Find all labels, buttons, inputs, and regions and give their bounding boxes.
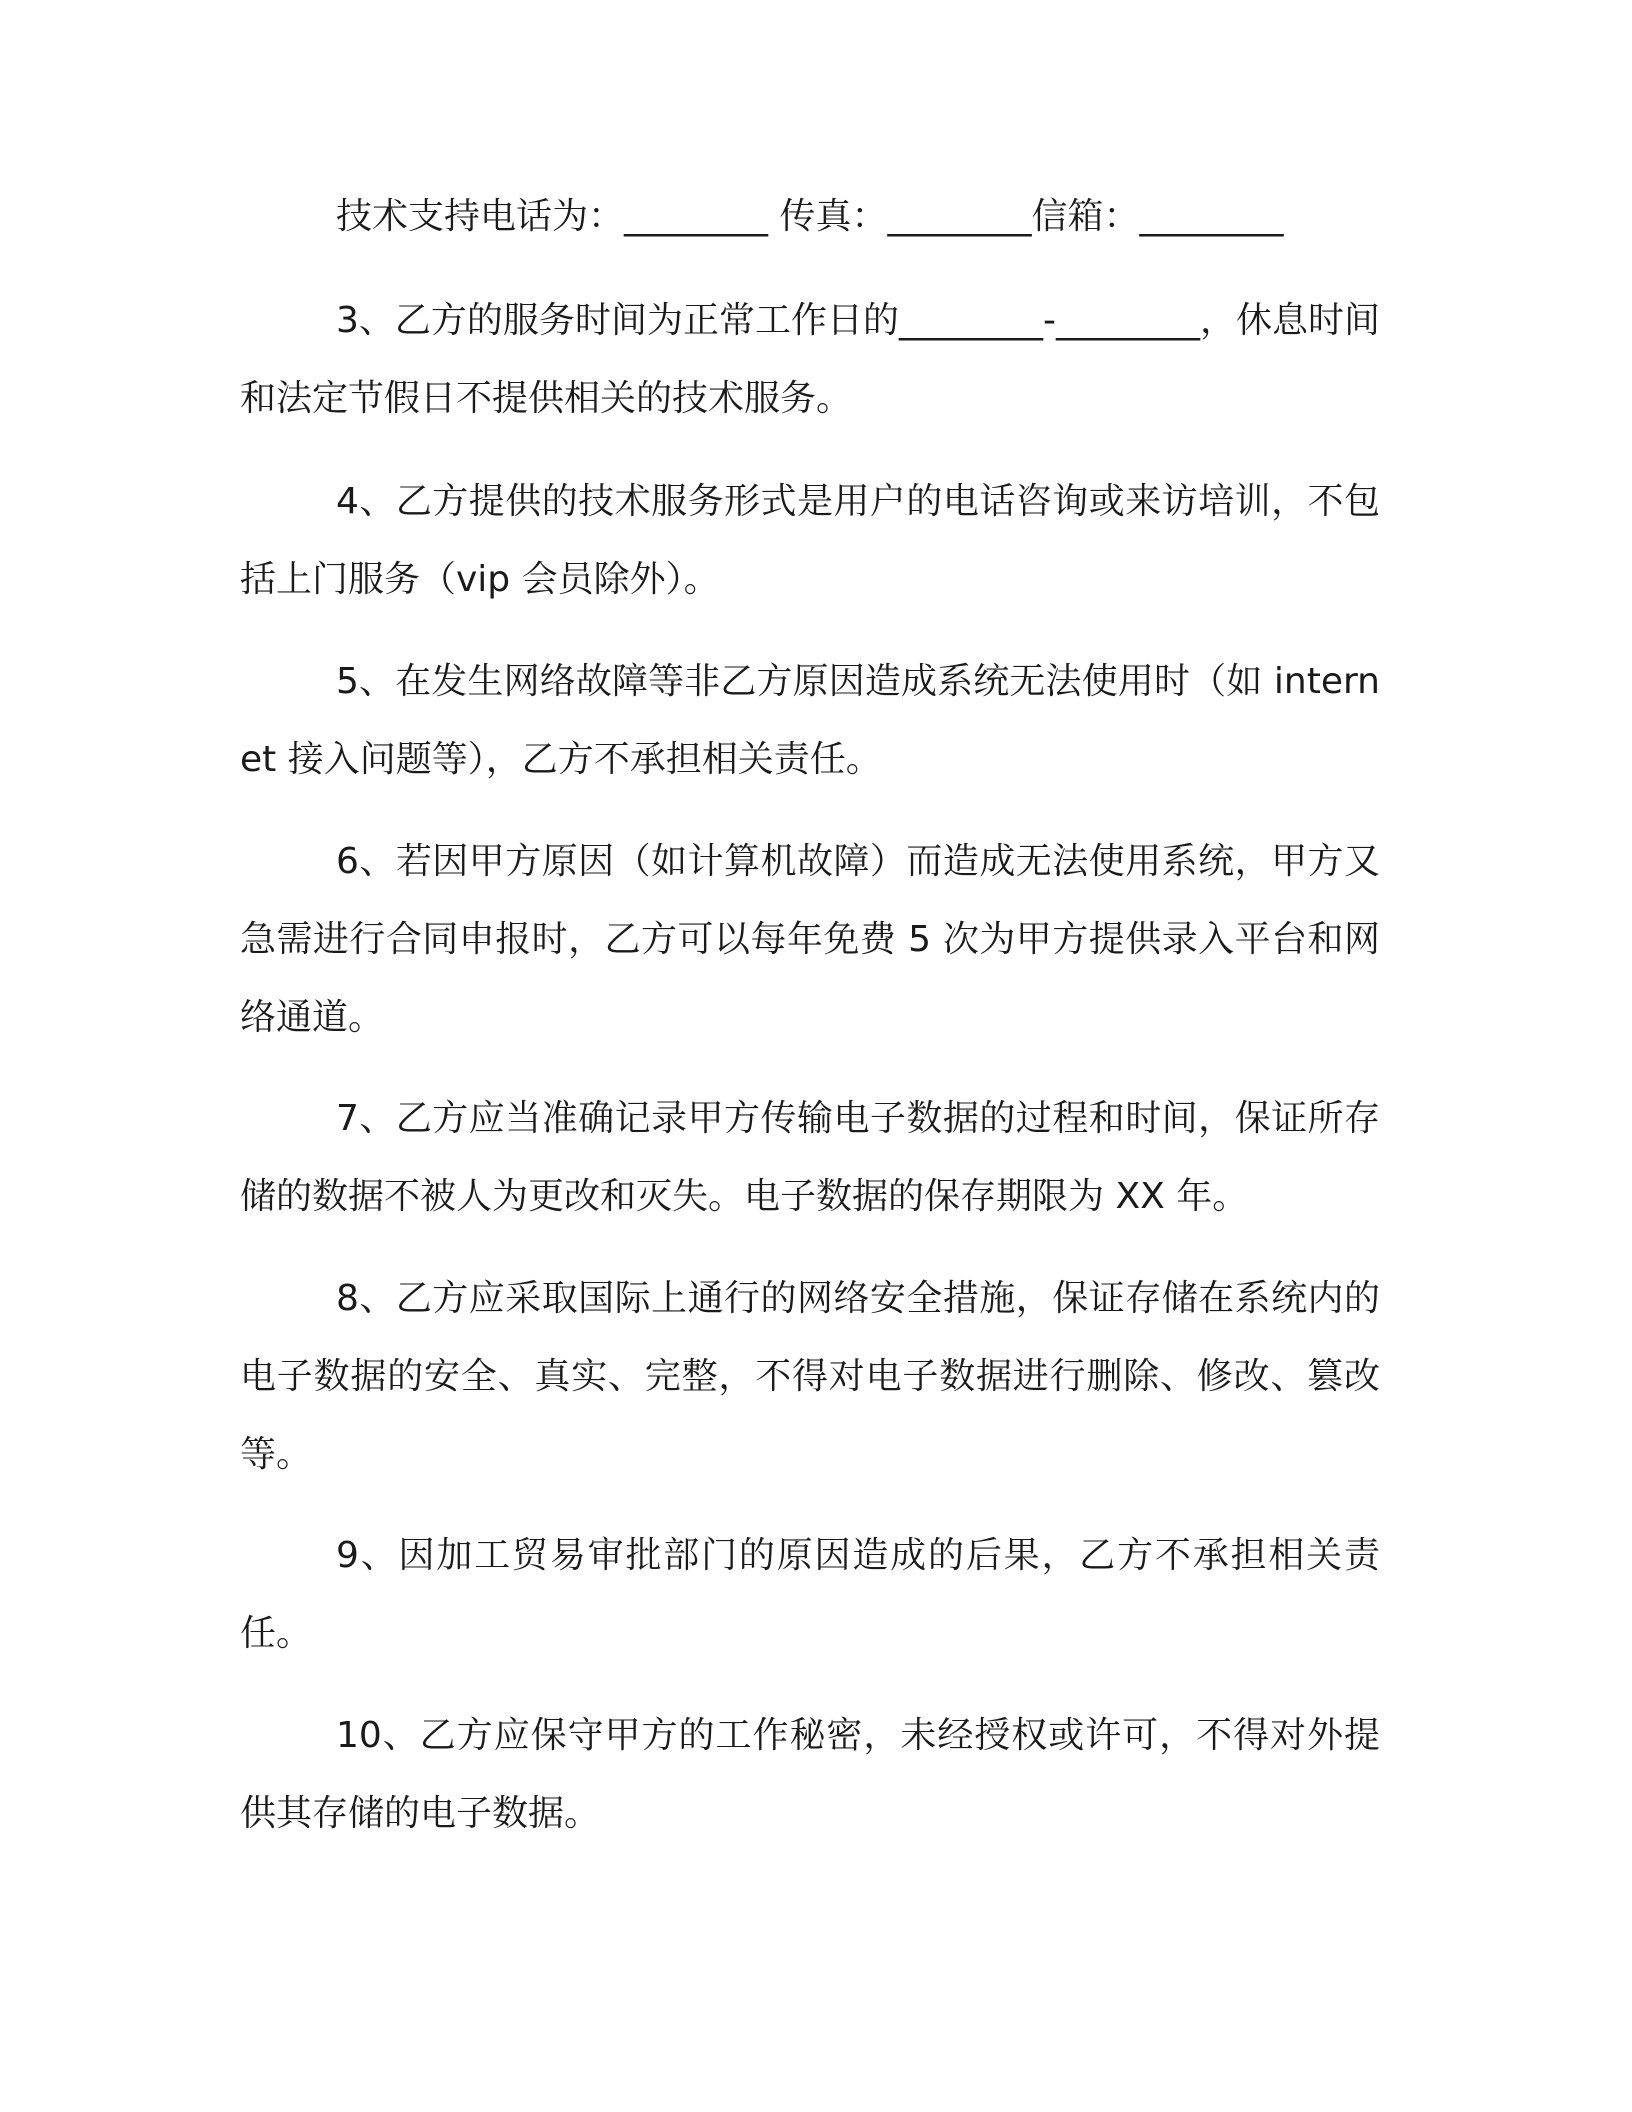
paragraph-item-10: 10、乙方应保守甲方的工作秘密，未经授权或许可，不得对外提供其存储的电子数据。 — [240, 1715, 1380, 1834]
paragraph-tech-support-contacts: 技术支持电话为：________ 传真：________信箱：________ — [336, 196, 1284, 237]
paragraph-item-5: 5、在发生网络故障等非乙方原因造成系统无法使用时（如 internet 接入问题等），乙方不承担相关责任。 — [240, 661, 1380, 780]
paragraph-item-9: 9、因加工贸易审批部门的原因造成的后果，乙方不承担相关责任。 — [240, 1535, 1380, 1654]
paragraph-item-8: 8、乙方应采取国际上通行的网络安全措施，保证存储在系统内的电子数据的安全、真实、完整，不得对电子数据进行删除、修改、篡改等。 — [240, 1278, 1380, 1475]
paragraph-item-4: 4、乙方提供的技术服务形式是用户的电话咨询或来访培训，不包括上门服务（vip 会员除外）。 — [240, 481, 1380, 600]
paragraph-item-7: 7、乙方应当准确记录甲方传输电子数据的过程和时间，保证所存储的数据不被人为更改和灭失。电子数据的保存期限为 XX 年。 — [240, 1098, 1380, 1217]
paragraph-item-3: 3、乙方的服务时间为正常工作日的________-________，休息时间和法定节假日不提供相关的技术服务。 — [240, 300, 1380, 419]
paragraph-item-6: 6、若因甲方原因（如计算机故障）而造成无法使用系统，甲方又急需进行合同申报时，乙方可以每年免费 5 次为甲方提供录入平台和网络通道。 — [240, 841, 1380, 1038]
